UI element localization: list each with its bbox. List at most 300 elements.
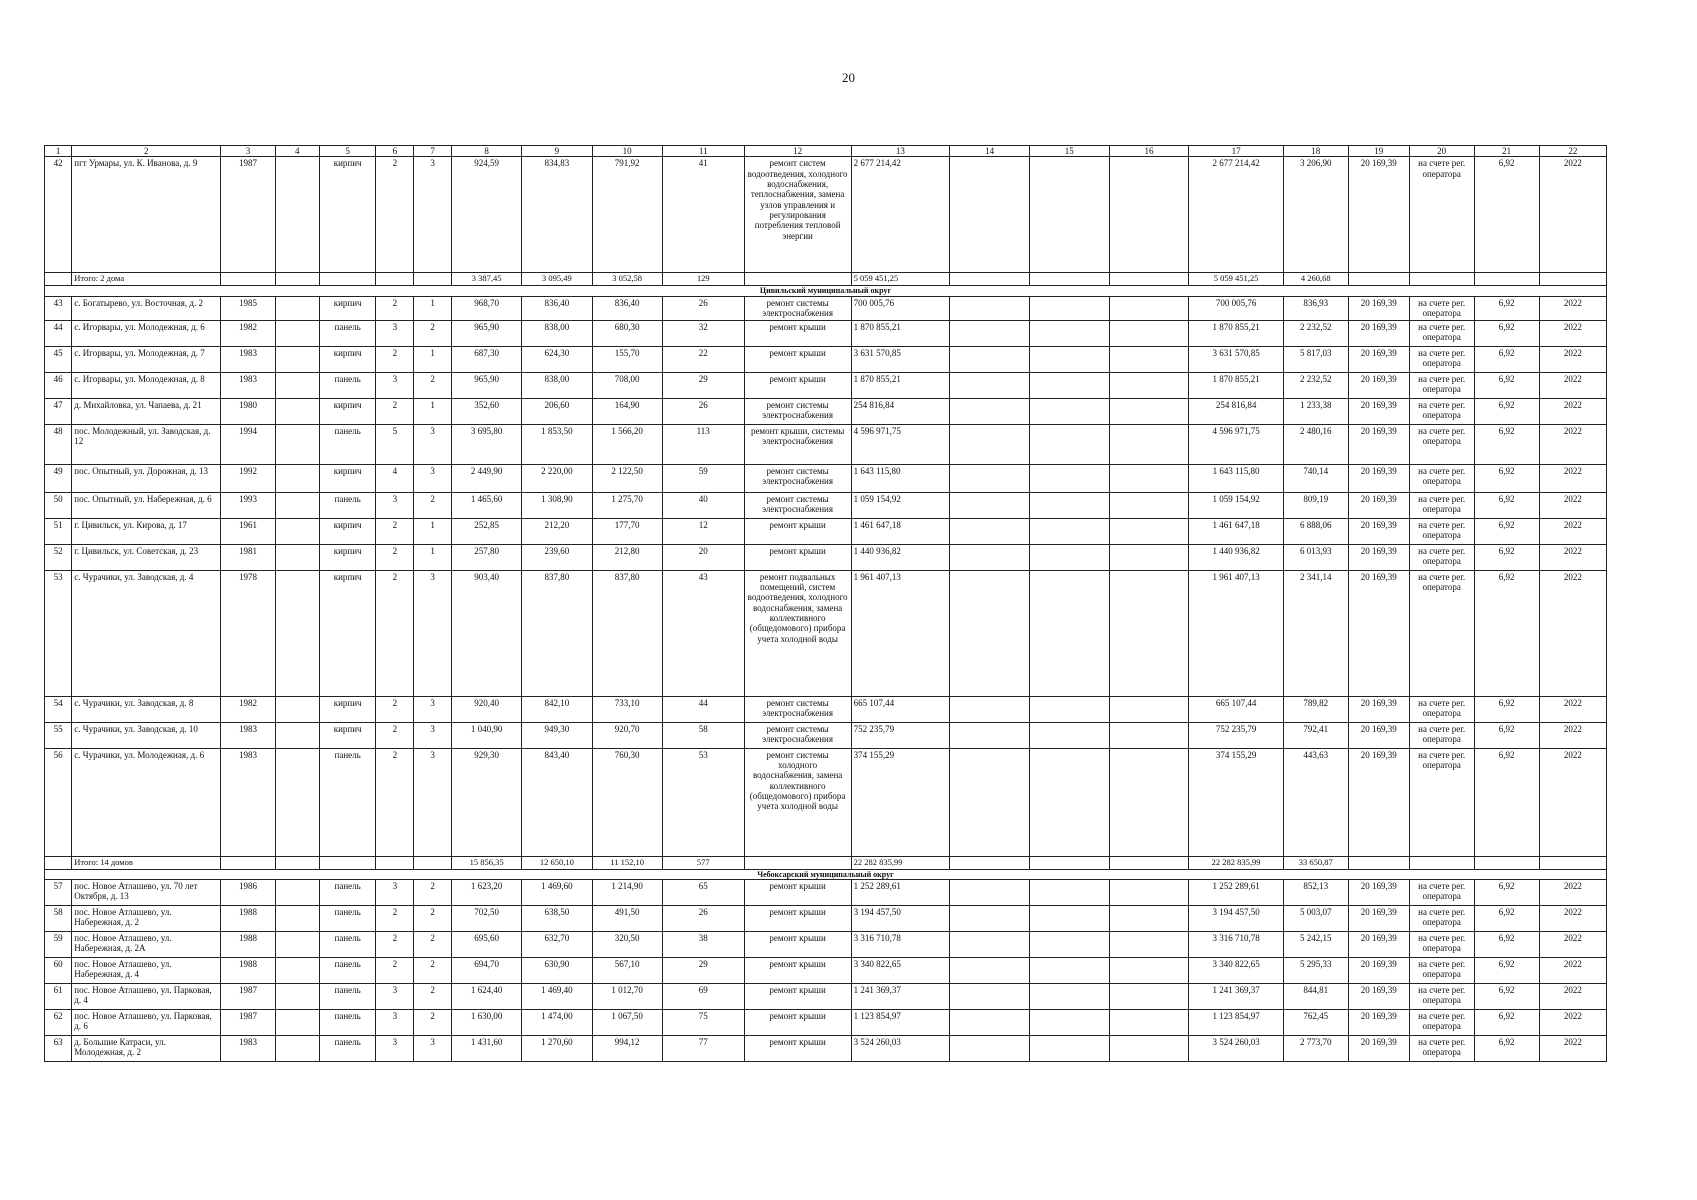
floor-count: 2 <box>376 518 414 544</box>
contribution-rate: 6,92 <box>1474 931 1539 957</box>
section-title: Чебоксарский муниципальный округ <box>45 869 1607 879</box>
table-row <box>45 983 1607 1009</box>
cell-empty <box>1109 320 1189 346</box>
cell-empty <box>1029 983 1109 1009</box>
cost-limit: 20 169,39 <box>1348 1035 1409 1061</box>
fund-method: на счете рег. оператора <box>1409 983 1474 1009</box>
column-number-12: 12 <box>744 146 851 157</box>
area-total: 1 630,00 <box>451 1009 521 1035</box>
cell-empty <box>1029 957 1109 983</box>
owner-financing: 752 235,79 <box>1189 722 1283 748</box>
column-number-20: 20 <box>1409 146 1474 157</box>
fund-method: на счете рег. оператора <box>1409 748 1474 856</box>
fund-method: на счете рег. оператора <box>1409 372 1474 398</box>
table-row <box>45 696 1607 722</box>
building-address: с. Богатырево, ул. Восточная, д. 2 <box>72 296 221 320</box>
wall-material: кирпич <box>319 518 376 544</box>
cost-limit: 20 169,39 <box>1348 983 1409 1009</box>
completion-year: 2022 <box>1539 1035 1606 1061</box>
area-living: 1 469,60 <box>522 879 592 905</box>
commission-year: 1987 <box>221 157 276 273</box>
contribution-rate: 6,92 <box>1474 464 1539 492</box>
repair-program-table <box>44 145 1607 1062</box>
area-owned: 994,12 <box>592 1035 662 1061</box>
area-total: 929,30 <box>451 748 521 856</box>
repair-cost: 1 123 854,97 <box>851 1009 950 1035</box>
repair-cost: 1 252 289,61 <box>851 879 950 905</box>
cell-empty <box>1029 273 1109 286</box>
repair-cost: 1 461 647,18 <box>851 518 950 544</box>
resident-count: 26 <box>662 398 744 424</box>
cell-empty <box>950 1035 1030 1061</box>
contribution-rate: 6,92 <box>1474 296 1539 320</box>
column-number-15: 15 <box>1029 146 1109 157</box>
contribution-rate: 6,92 <box>1474 320 1539 346</box>
cell-empty <box>950 320 1030 346</box>
cell-empty <box>950 696 1030 722</box>
cell-empty <box>275 722 319 748</box>
cell-empty <box>275 492 319 518</box>
repair-work-type: ремонт крыши <box>744 518 851 544</box>
cell-empty <box>1109 372 1189 398</box>
cell-empty <box>1109 157 1189 273</box>
area-living: 842,10 <box>522 696 592 722</box>
repair-cost: 665 107,44 <box>851 696 950 722</box>
cost-limit: 20 169,39 <box>1348 957 1409 983</box>
column-number-21: 21 <box>1474 146 1539 157</box>
commission-year: 1993 <box>221 492 276 518</box>
area-owned: 2 122,50 <box>592 464 662 492</box>
resident-count: 113 <box>662 424 744 464</box>
contribution-rate: 6,92 <box>1474 424 1539 464</box>
area-owned: 836,40 <box>592 296 662 320</box>
subtotal-cost-per-m2: 4 260,68 <box>1283 273 1348 286</box>
commission-year: 1994 <box>221 424 276 464</box>
cell-empty <box>275 346 319 372</box>
owner-financing: 3 194 457,50 <box>1189 905 1283 931</box>
completion-year: 2022 <box>1539 346 1606 372</box>
entrance-count: 1 <box>414 296 452 320</box>
commission-year: 1992 <box>221 464 276 492</box>
resident-count: 12 <box>662 518 744 544</box>
completion-year: 2022 <box>1539 722 1606 748</box>
floor-count: 2 <box>376 748 414 856</box>
owner-financing: 3 631 570,85 <box>1189 346 1283 372</box>
cell-empty <box>275 1009 319 1035</box>
subtotal-residents: 577 <box>662 856 744 869</box>
floor-count: 2 <box>376 157 414 273</box>
cell-empty <box>1539 273 1606 286</box>
area-owned: 1 012,70 <box>592 983 662 1009</box>
repair-work-type: ремонт системы электроснабжения <box>744 398 851 424</box>
cell-empty <box>1029 372 1109 398</box>
subtotal-financing: 5 059 451,25 <box>1189 273 1283 286</box>
floor-count: 3 <box>376 320 414 346</box>
subtotal-label: Итого: 14 домов <box>72 856 221 869</box>
floor-count: 2 <box>376 722 414 748</box>
subtotal-residents: 129 <box>662 273 744 286</box>
column-number-3: 3 <box>221 146 276 157</box>
building-address: с. Чурачики, ул. Молодежная, д. 6 <box>72 748 221 856</box>
resident-count: 43 <box>662 570 744 696</box>
cost-limit: 20 169,39 <box>1348 722 1409 748</box>
commission-year: 1981 <box>221 544 276 570</box>
fund-method: на счете рег. оператора <box>1409 518 1474 544</box>
area-living: 838,00 <box>522 320 592 346</box>
cell-empty <box>1029 748 1109 856</box>
resident-count: 53 <box>662 748 744 856</box>
entrance-count: 3 <box>414 424 452 464</box>
cell-empty <box>376 273 414 286</box>
owner-financing: 1 241 369,37 <box>1189 983 1283 1009</box>
fund-method: на счете рег. оператора <box>1409 464 1474 492</box>
owner-financing: 1 961 407,13 <box>1189 570 1283 696</box>
cell-empty <box>1109 879 1189 905</box>
area-living: 1 853,50 <box>522 424 592 464</box>
row-number: 44 <box>45 320 72 346</box>
area-owned: 212,80 <box>592 544 662 570</box>
cell-empty <box>950 492 1030 518</box>
owner-financing: 1 643 115,80 <box>1189 464 1283 492</box>
table-row <box>45 398 1607 424</box>
repair-work-type: ремонт крыши <box>744 320 851 346</box>
cell-empty <box>1029 856 1109 869</box>
table-row <box>45 957 1607 983</box>
cell-empty <box>45 856 72 869</box>
cost-per-m2: 844,81 <box>1283 983 1348 1009</box>
resident-count: 65 <box>662 879 744 905</box>
area-owned: 791,92 <box>592 157 662 273</box>
subtotal-area-owned: 11 152,10 <box>592 856 662 869</box>
contribution-rate: 6,92 <box>1474 372 1539 398</box>
area-total: 965,90 <box>451 372 521 398</box>
row-number: 61 <box>45 983 72 1009</box>
owner-financing: 3 340 822,65 <box>1189 957 1283 983</box>
area-total: 1 623,20 <box>451 879 521 905</box>
contribution-rate: 6,92 <box>1474 518 1539 544</box>
table-row <box>45 464 1607 492</box>
entrance-count: 3 <box>414 722 452 748</box>
resident-count: 26 <box>662 296 744 320</box>
fund-method: на счете рег. оператора <box>1409 157 1474 273</box>
cost-per-m2: 2 232,52 <box>1283 372 1348 398</box>
row-number: 63 <box>45 1035 72 1061</box>
cell-empty <box>950 931 1030 957</box>
fund-method: на счете рег. оператора <box>1409 296 1474 320</box>
row-number: 56 <box>45 748 72 856</box>
cell-empty <box>1109 518 1189 544</box>
area-owned: 164,90 <box>592 398 662 424</box>
building-address: пгт Урмары, ул. К. Иванова, д. 9 <box>72 157 221 273</box>
cost-limit: 20 169,39 <box>1348 464 1409 492</box>
owner-financing: 1 059 154,92 <box>1189 492 1283 518</box>
wall-material: кирпич <box>319 398 376 424</box>
cell-empty <box>1109 398 1189 424</box>
cell-empty <box>1029 879 1109 905</box>
fund-method: на счете рег. оператора <box>1409 424 1474 464</box>
wall-material: кирпич <box>319 570 376 696</box>
subtotal-row <box>45 856 1607 869</box>
building-address: с. Игорвары, ул. Молодежная, д. 6 <box>72 320 221 346</box>
contribution-rate: 6,92 <box>1474 570 1539 696</box>
cost-per-m2: 789,82 <box>1283 696 1348 722</box>
area-total: 702,50 <box>451 905 521 931</box>
commission-year: 1988 <box>221 931 276 957</box>
table-row <box>45 879 1607 905</box>
owner-financing: 665 107,44 <box>1189 696 1283 722</box>
contribution-rate: 6,92 <box>1474 748 1539 856</box>
contribution-rate: 6,92 <box>1474 1035 1539 1061</box>
cell-empty <box>1029 157 1109 273</box>
cell-empty <box>275 398 319 424</box>
subtotal-area-total: 15 856,35 <box>451 856 521 869</box>
owner-financing: 1 440 936,82 <box>1189 544 1283 570</box>
area-living: 632,70 <box>522 931 592 957</box>
column-number-2: 2 <box>72 146 221 157</box>
wall-material: панель <box>319 424 376 464</box>
floor-count: 2 <box>376 296 414 320</box>
commission-year: 1987 <box>221 1009 276 1035</box>
area-total: 252,85 <box>451 518 521 544</box>
commission-year: 1980 <box>221 398 276 424</box>
wall-material: панель <box>319 879 376 905</box>
commission-year: 1987 <box>221 983 276 1009</box>
cell-empty <box>950 1009 1030 1035</box>
cell-empty <box>275 1035 319 1061</box>
cell-empty <box>275 518 319 544</box>
repair-work-type: ремонт системы электроснабжения <box>744 464 851 492</box>
area-total: 1 624,40 <box>451 983 521 1009</box>
entrance-count: 2 <box>414 1009 452 1035</box>
area-owned: 177,70 <box>592 518 662 544</box>
repair-cost: 374 155,29 <box>851 748 950 856</box>
completion-year: 2022 <box>1539 931 1606 957</box>
cost-per-m2: 443,63 <box>1283 748 1348 856</box>
subtotal-cost: 5 059 451,25 <box>851 273 950 286</box>
cell-empty <box>275 983 319 1009</box>
fund-method: на счете рег. оператора <box>1409 722 1474 748</box>
table-row <box>45 748 1607 856</box>
area-owned: 567,10 <box>592 957 662 983</box>
owner-financing: 1 461 647,18 <box>1189 518 1283 544</box>
owner-financing: 374 155,29 <box>1189 748 1283 856</box>
repair-work-type: ремонт крыши <box>744 931 851 957</box>
entrance-count: 1 <box>414 544 452 570</box>
contribution-rate: 6,92 <box>1474 722 1539 748</box>
floor-count: 2 <box>376 931 414 957</box>
completion-year: 2022 <box>1539 957 1606 983</box>
area-total: 2 449,90 <box>451 464 521 492</box>
table-row <box>45 157 1607 273</box>
commission-year: 1983 <box>221 346 276 372</box>
subtotal-label: Итого: 2 дома <box>72 273 221 286</box>
area-total: 924,59 <box>451 157 521 273</box>
column-number-8: 8 <box>451 146 521 157</box>
column-number-18: 18 <box>1283 146 1348 157</box>
resident-count: 41 <box>662 157 744 273</box>
repair-work-type: ремонт крыши <box>744 372 851 398</box>
cell-empty <box>1029 296 1109 320</box>
completion-year: 2022 <box>1539 905 1606 931</box>
contribution-rate: 6,92 <box>1474 905 1539 931</box>
commission-year: 1983 <box>221 748 276 856</box>
cost-per-m2: 5 295,33 <box>1283 957 1348 983</box>
cell-empty <box>1109 983 1189 1009</box>
entrance-count: 2 <box>414 320 452 346</box>
cost-limit: 20 169,39 <box>1348 296 1409 320</box>
subtotal-area-living: 3 095,49 <box>522 273 592 286</box>
cell-empty <box>1109 464 1189 492</box>
column-number-1: 1 <box>45 146 72 157</box>
building-address: пос. Новое Атлашево, ул. Набережная, д. 2А <box>72 931 221 957</box>
entrance-count: 3 <box>414 157 452 273</box>
repair-work-type: ремонт крыши <box>744 879 851 905</box>
cell-empty <box>950 570 1030 696</box>
column-number-4: 4 <box>275 146 319 157</box>
repair-work-type: ремонт подвальных помещений, систем водоотведения, холодного водоснабжения, замена коллективного (общедомового) прибора учета холодной воды <box>744 570 851 696</box>
area-total: 694,70 <box>451 957 521 983</box>
column-number-11: 11 <box>662 146 744 157</box>
repair-work-type: ремонт системы электроснабжения <box>744 296 851 320</box>
owner-financing: 4 596 971,75 <box>1189 424 1283 464</box>
floor-count: 2 <box>376 346 414 372</box>
row-number: 49 <box>45 464 72 492</box>
building-address: д. Большие Катраси, ул. Молодежная, д. 2 <box>72 1035 221 1061</box>
cost-limit: 20 169,39 <box>1348 931 1409 957</box>
subtotal-area-owned: 3 052,58 <box>592 273 662 286</box>
commission-year: 1982 <box>221 696 276 722</box>
cell-empty <box>275 957 319 983</box>
area-owned: 1 067,50 <box>592 1009 662 1035</box>
area-living: 624,30 <box>522 346 592 372</box>
floor-count: 3 <box>376 372 414 398</box>
cost-per-m2: 5 817,03 <box>1283 346 1348 372</box>
wall-material: панель <box>319 957 376 983</box>
repair-work-type: ремонт крыши <box>744 983 851 1009</box>
building-address: пос. Опытный, ул. Дорожная, д. 13 <box>72 464 221 492</box>
cell-empty <box>275 748 319 856</box>
owner-financing: 3 524 260,03 <box>1189 1035 1283 1061</box>
cell-empty <box>1029 346 1109 372</box>
cell-empty <box>376 856 414 869</box>
fund-method: на счете рег. оператора <box>1409 492 1474 518</box>
table-row <box>45 518 1607 544</box>
cost-limit: 20 169,39 <box>1348 1009 1409 1035</box>
area-total: 1 040,90 <box>451 722 521 748</box>
cell-empty <box>275 856 319 869</box>
repair-cost: 1 643 115,80 <box>851 464 950 492</box>
cell-empty <box>1029 544 1109 570</box>
table-row <box>45 372 1607 398</box>
floor-count: 2 <box>376 696 414 722</box>
area-living: 949,30 <box>522 722 592 748</box>
repair-work-type: ремонт систем водоотведения, холодного водоснабжения, теплоснабжения, замена узлов управления и регулирования потребления тепловой энергии <box>744 157 851 273</box>
cost-limit: 20 169,39 <box>1348 492 1409 518</box>
repair-cost: 1 961 407,13 <box>851 570 950 696</box>
cost-limit: 20 169,39 <box>1348 424 1409 464</box>
cost-per-m2: 762,45 <box>1283 1009 1348 1035</box>
building-address: пос. Новое Атлашево, ул. Набережная, д. 2 <box>72 905 221 931</box>
area-living: 2 220,00 <box>522 464 592 492</box>
contribution-rate: 6,92 <box>1474 879 1539 905</box>
building-address: с. Чурачики, ул. Заводская, д. 4 <box>72 570 221 696</box>
contribution-rate: 6,92 <box>1474 983 1539 1009</box>
cell-empty <box>1109 570 1189 696</box>
wall-material: панель <box>319 492 376 518</box>
cell-empty <box>1029 464 1109 492</box>
repair-cost: 1 870 855,21 <box>851 320 950 346</box>
table-row <box>45 544 1607 570</box>
fund-method: на счете рег. оператора <box>1409 544 1474 570</box>
section-header-row <box>45 869 1607 879</box>
entrance-count: 2 <box>414 983 452 1009</box>
repair-cost: 3 340 822,65 <box>851 957 950 983</box>
area-total: 920,40 <box>451 696 521 722</box>
subtotal-area-living: 12 650,10 <box>522 856 592 869</box>
cost-per-m2: 5 242,15 <box>1283 931 1348 957</box>
fund-method: на счете рег. оператора <box>1409 320 1474 346</box>
subtotal-cost: 22 282 835,99 <box>851 856 950 869</box>
area-owned: 733,10 <box>592 696 662 722</box>
cell-empty <box>1029 424 1109 464</box>
cell-empty <box>1029 320 1109 346</box>
area-owned: 1 566,20 <box>592 424 662 464</box>
table-row <box>45 931 1607 957</box>
entrance-count: 2 <box>414 905 452 931</box>
repair-cost: 1 241 369,37 <box>851 983 950 1009</box>
cell-empty <box>1029 518 1109 544</box>
completion-year: 2022 <box>1539 398 1606 424</box>
building-address: пос. Молодежный, ул. Заводская, д. 12 <box>72 424 221 464</box>
cost-per-m2: 5 003,07 <box>1283 905 1348 931</box>
completion-year: 2022 <box>1539 1009 1606 1035</box>
row-number: 42 <box>45 157 72 273</box>
table-row <box>45 320 1607 346</box>
cell-empty <box>1109 346 1189 372</box>
table-row <box>45 722 1607 748</box>
repair-work-type: ремонт крыши <box>744 1035 851 1061</box>
commission-year: 1988 <box>221 905 276 931</box>
table-row <box>45 296 1607 320</box>
floor-count: 2 <box>376 957 414 983</box>
cell-empty <box>1348 273 1409 286</box>
completion-year: 2022 <box>1539 424 1606 464</box>
floor-count: 2 <box>376 905 414 931</box>
area-owned: 920,70 <box>592 722 662 748</box>
wall-material: панель <box>319 905 376 931</box>
cost-per-m2: 2 341,14 <box>1283 570 1348 696</box>
area-living: 638,50 <box>522 905 592 931</box>
wall-material: панель <box>319 931 376 957</box>
contribution-rate: 6,92 <box>1474 544 1539 570</box>
cell-empty <box>1029 492 1109 518</box>
area-owned: 680,30 <box>592 320 662 346</box>
cell-empty <box>1029 722 1109 748</box>
resident-count: 22 <box>662 346 744 372</box>
table-row <box>45 905 1607 931</box>
area-total: 352,60 <box>451 398 521 424</box>
completion-year: 2022 <box>1539 879 1606 905</box>
repair-cost: 254 816,84 <box>851 398 950 424</box>
cell-empty <box>414 273 452 286</box>
completion-year: 2022 <box>1539 983 1606 1009</box>
resident-count: 69 <box>662 983 744 1009</box>
cell-empty <box>319 273 376 286</box>
cell-empty <box>950 957 1030 983</box>
wall-material: кирпич <box>319 696 376 722</box>
resident-count: 26 <box>662 905 744 931</box>
cost-limit: 20 169,39 <box>1348 544 1409 570</box>
